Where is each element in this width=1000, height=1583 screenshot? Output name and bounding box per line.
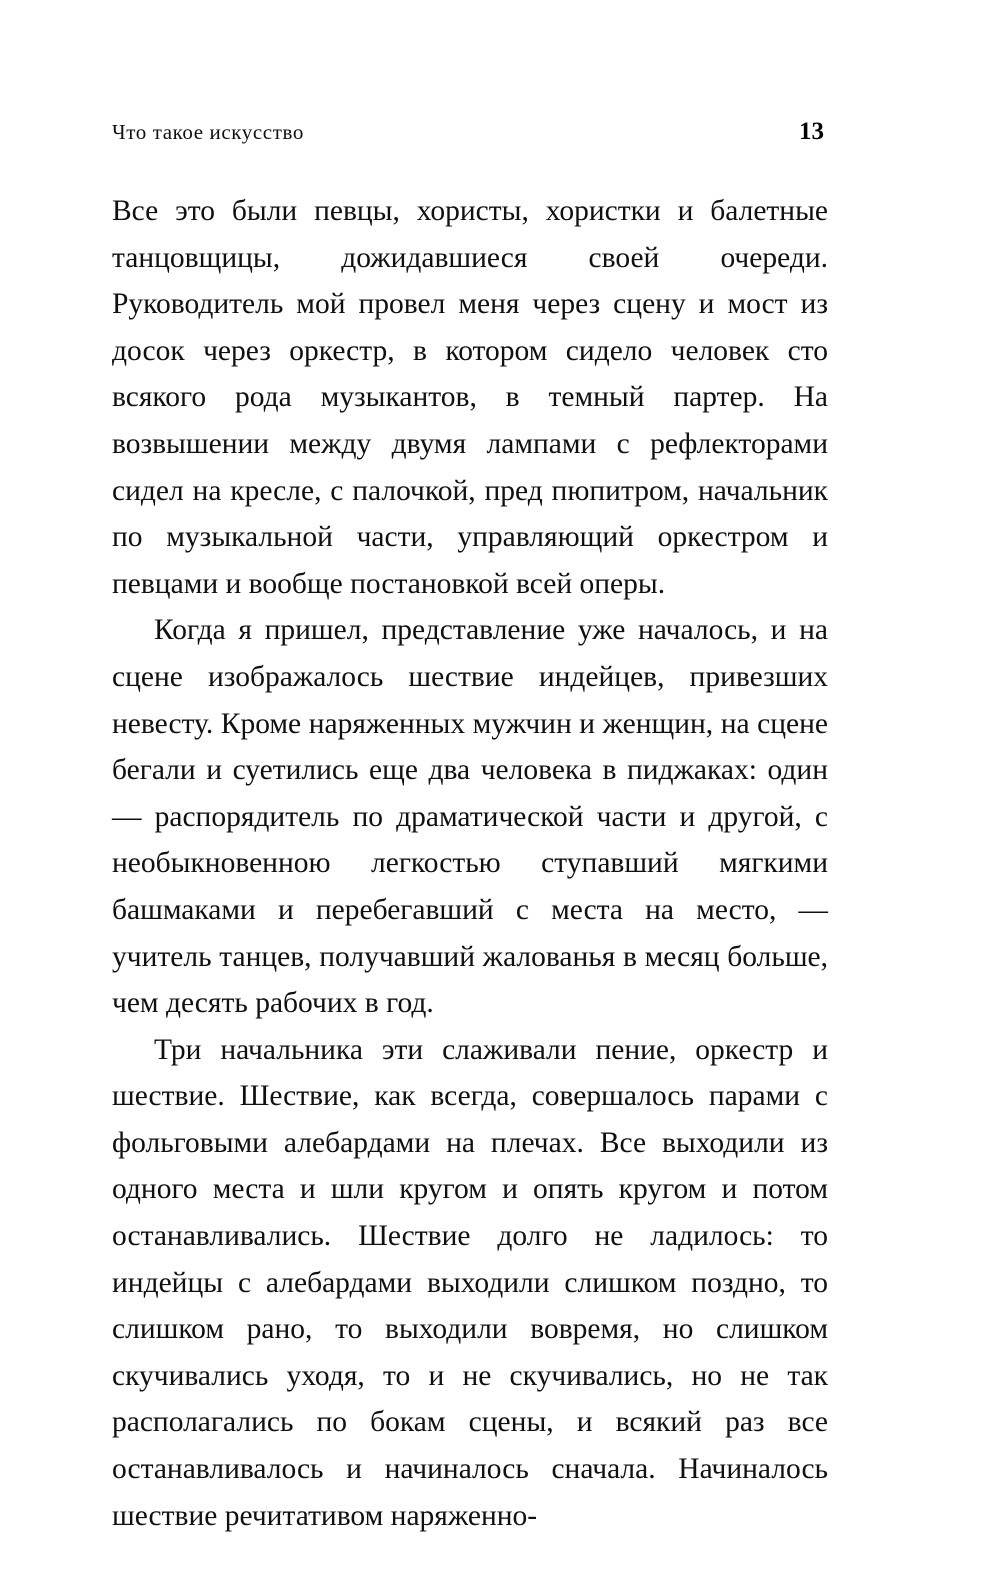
page-number: 13: [799, 118, 824, 145]
paragraph-3: Три начальника эти слаживали пение, оркестр и шествие. Шествие, как всегда, совершалось парами с фольговыми алебардами на плечах. Все выходили из одного места и шли кругом и опять кругом и потом останавливались. Шествие долго не ладилось: то индейцы с алебардами выходили слишком поздно, то слишком рано, то выходили вовремя, но слишком скучивались уходя, то и не скучивались, но не так располагались по бокам сцены, и всякий раз все останавливалось и начиналось сначала. Начиналось шествие речитативом наряженно-: [112, 1033, 828, 1532]
paragraph-1: Все это были певцы, хористы, хористки и балетные танцовщицы, дожидавшиеся своей очереди. Руководитель мой провел меня через сцену и мост из досок через оркестр, в котором сидело человек сто всякого рода музыкантов, в темный партер. На возвышении между двумя лампами с рефлекторами сидел на кресле, с палочкой, пред пюпитром, начальник по музыкальной части, управляющий оркестром и певцами и вообще постановкой всей оперы.: [112, 195, 828, 600]
running-head: [112, 118, 824, 146]
running-head-title: Что такое искусство: [112, 120, 304, 144]
page-body: [112, 188, 828, 1539]
paragraph-2: Когда я пришел, представление уже началось, и на сцене изображалось шествие индейцев, привезших невесту. Кроме наряженных мужчин и женщин, на сцене бегали и суетились еще два человека в пиджаках: один — распорядитель по драматической части и другой, с необыкновенною легкостью ступавший мягкими башмаками и перебегавший с места на место, — учитель танцев, получавший жалованья в месяц больше, чем десять рабочих в год.: [112, 614, 828, 1020]
